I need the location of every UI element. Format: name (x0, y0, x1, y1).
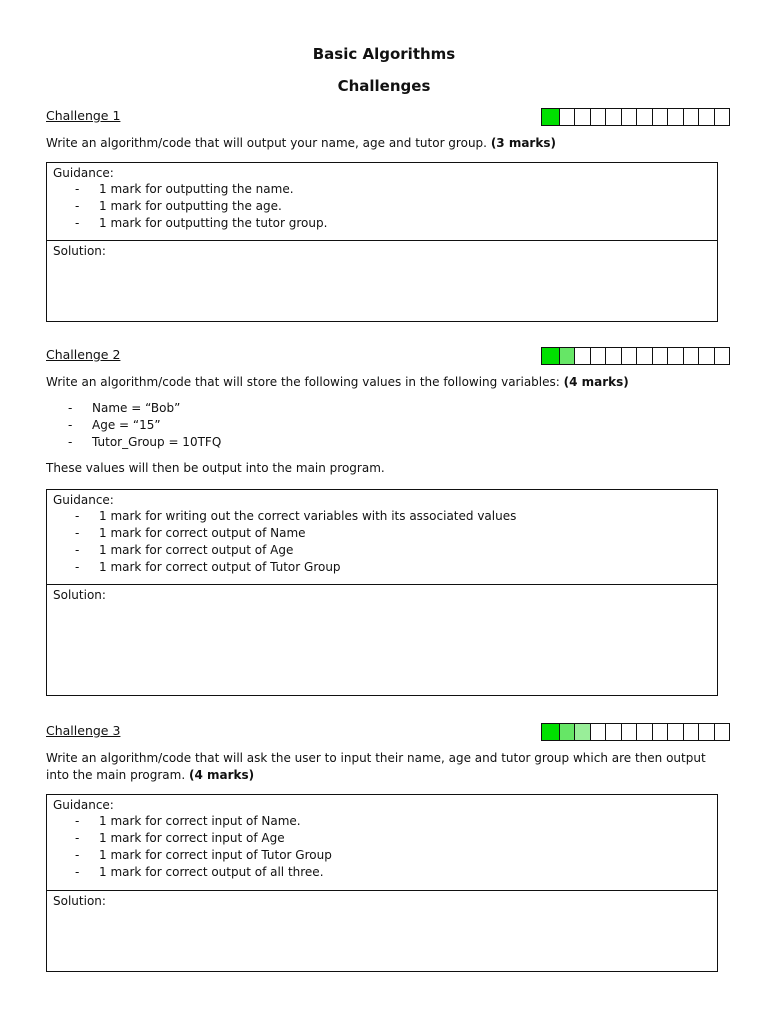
solution-label: Solution: (53, 894, 106, 908)
guidance-section (47, 490, 717, 585)
progress-bar (541, 108, 730, 126)
guidance-list (53, 813, 711, 881)
guidance-solution-box (46, 162, 718, 322)
progress-cell-empty (574, 109, 590, 125)
progress-cell-empty (590, 109, 606, 125)
progress-cell-filled (574, 724, 590, 740)
progress-cell-empty (667, 348, 683, 364)
guidance-item: - 1 mark for correct output of Name (53, 525, 711, 542)
guidance-item: - 1 mark for correct output of Tutor Group (53, 559, 711, 576)
guidance-item: - 1 mark for writing out the correct variables with its associated values (53, 508, 711, 525)
guidance-item: - 1 mark for correct input of Age (53, 830, 711, 847)
progress-cell-empty (590, 348, 606, 364)
marks-label: (4 marks) (188, 768, 255, 782)
guidance-item: - 1 mark for correct input of Name. (53, 813, 711, 830)
progress-cell-empty (621, 348, 637, 364)
progress-bar (541, 723, 730, 741)
value-item: - Tutor_Group = 10TFQ (46, 434, 221, 451)
task-description (46, 135, 730, 152)
guidance-item: - 1 mark for outputting the age. (53, 198, 711, 215)
progress-cell-empty (636, 348, 652, 364)
progress-cell-empty (652, 348, 668, 364)
progress-cell-filled (542, 724, 559, 740)
guidance-solution-box (46, 794, 718, 972)
guidance-item: - 1 mark for correct output of all three. (53, 864, 711, 881)
progress-cell-filled (559, 724, 575, 740)
solution-label: Solution: (53, 244, 106, 258)
progress-cell-filled (542, 109, 559, 125)
guidance-item: - 1 mark for outputting the name. (53, 181, 711, 198)
progress-cell-empty (621, 724, 637, 740)
progress-cell-empty (621, 109, 637, 125)
progress-cell-empty (590, 724, 606, 740)
progress-cell-empty (559, 109, 575, 125)
progress-cell-empty (605, 348, 621, 364)
progress-cell-empty (652, 724, 668, 740)
solution-area[interactable] (47, 891, 717, 911)
progress-cell-empty (714, 348, 730, 364)
challenge-heading: Challenge 2 (46, 347, 121, 362)
progress-cell-empty (683, 109, 699, 125)
guidance-item: - 1 mark for correct output of Age (53, 542, 711, 559)
guidance-item: - 1 mark for outputting the tutor group. (53, 215, 711, 232)
value-item: - Name = “Bob” (46, 400, 221, 417)
after-text: These values will then be output into the main program. (46, 461, 385, 475)
progress-cell-empty (683, 348, 699, 364)
challenge-2 (46, 347, 730, 699)
guidance-list (53, 508, 711, 576)
challenge-heading: Challenge 1 (46, 108, 121, 123)
solution-area[interactable] (47, 585, 717, 605)
challenge-heading: Challenge 3 (46, 723, 121, 738)
progress-cell-empty (667, 724, 683, 740)
task-description (46, 374, 730, 391)
guidance-item: - 1 mark for correct input of Tutor Group (53, 847, 711, 864)
progress-cell-empty (698, 724, 714, 740)
progress-cell-empty (698, 348, 714, 364)
guidance-section (47, 795, 717, 891)
progress-cell-filled (542, 348, 559, 364)
task-description (46, 750, 726, 784)
progress-bar (541, 347, 730, 365)
challenge-1 (46, 108, 730, 324)
progress-cell-empty (574, 348, 590, 364)
page-subtitle: Challenges (337, 77, 431, 95)
guidance-section (47, 163, 717, 241)
progress-cell-empty (636, 109, 652, 125)
progress-cell-empty (605, 109, 621, 125)
progress-cell-empty (698, 109, 714, 125)
progress-cell-empty (683, 724, 699, 740)
progress-cell-empty (636, 724, 652, 740)
task-text: Write an algorithm/code that will store the following values in the following variables: (46, 375, 560, 389)
guidance-list (53, 181, 711, 232)
guidance-label: Guidance: (53, 166, 114, 180)
task-text: Write an algorithm/code that will output your name, age and tutor group. (46, 136, 487, 150)
guidance-label: Guidance: (53, 798, 114, 812)
solution-label: Solution: (53, 588, 106, 602)
guidance-solution-box (46, 489, 718, 696)
progress-cell-empty (652, 109, 668, 125)
values-list (46, 400, 221, 451)
value-item: - Age = “15” (46, 417, 221, 434)
progress-cell-filled (559, 348, 575, 364)
progress-cell-empty (605, 724, 621, 740)
progress-cell-empty (714, 109, 730, 125)
marks-label: (3 marks) (490, 136, 556, 150)
page-title: Basic Algorithms (312, 45, 456, 63)
solution-area[interactable] (47, 241, 717, 261)
marks-label: (4 marks) (563, 375, 629, 389)
progress-cell-empty (714, 724, 730, 740)
guidance-label: Guidance: (53, 493, 114, 507)
progress-cell-empty (667, 109, 683, 125)
challenge-3 (46, 723, 730, 973)
task-text: Write an algorithm/code that will ask the user to input their name, age and tutor group which are then output into the main program. (46, 751, 706, 782)
